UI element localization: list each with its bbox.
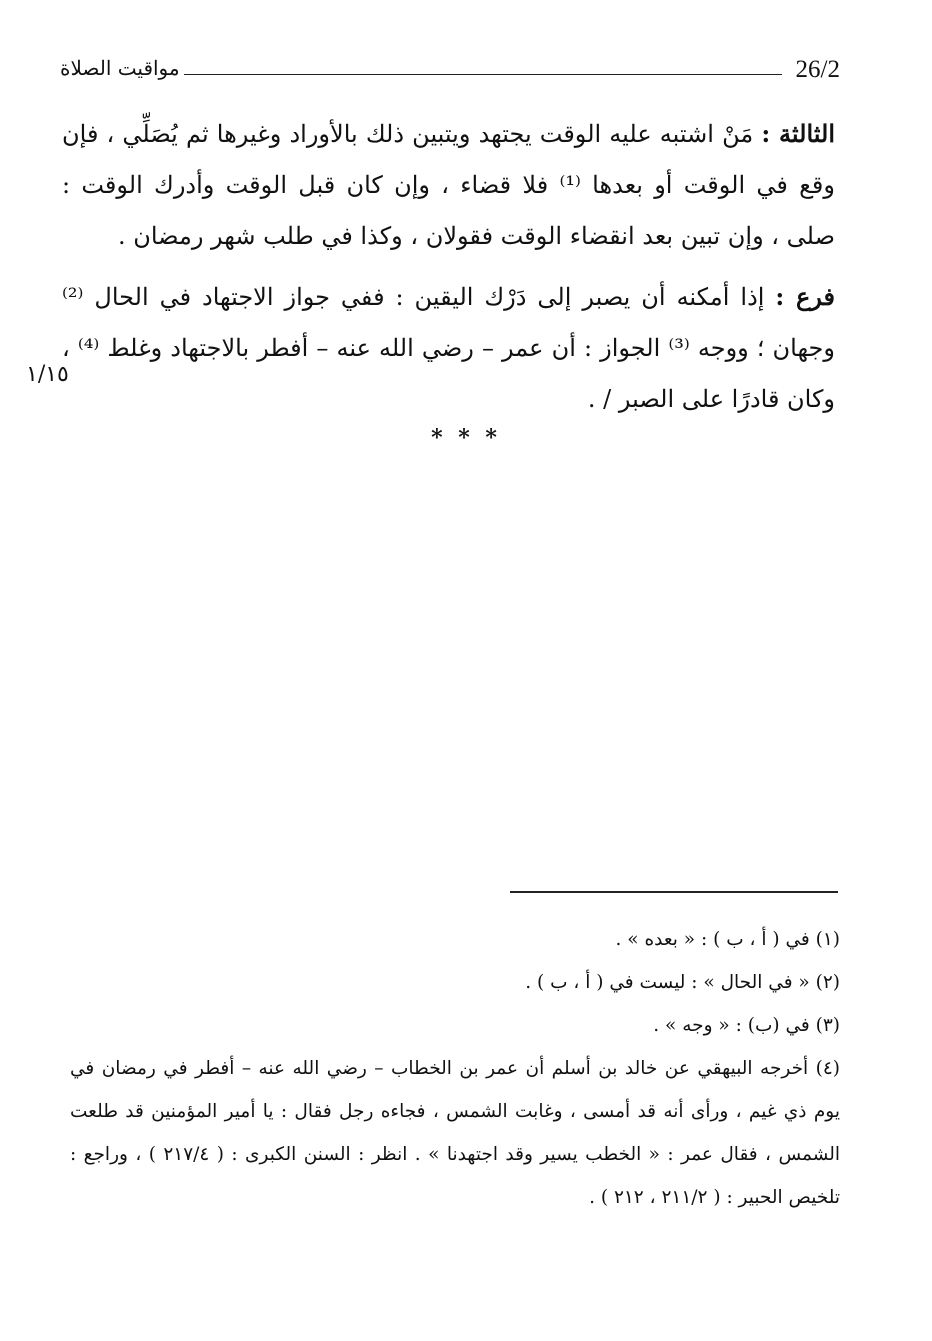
paragraph-third bbox=[62, 108, 835, 262]
paragraph-lead: الثالثة : bbox=[761, 119, 836, 148]
section-separator: * * * bbox=[431, 425, 501, 451]
main-text bbox=[62, 108, 835, 434]
footnote-4: (٤) أخرجه البيهقي عن خالد بن أسلم أن عمر بن الخطاب – رضي الله عنه – أفطر في رمضان في يوم ذي غيم ، ورأى أنه قد أمسى ، وغابت الشمس ، فجاءه رجل فقال : يا أمير المؤمنين قد طلعت الشمس ، فقال عمر : « الخطب يسير وقد اجتهدنا » . انظر : السنن الكبرى : ( ٢١٧/٤ ) ، وراجع : تلخيص الحبير : ( ٢١١/٢ ، ٢١٢ ) . bbox=[70, 1058, 840, 1208]
footnote-rule bbox=[510, 891, 838, 893]
paragraph-branch bbox=[62, 271, 835, 425]
footnote-1: (١) في ( أ ، ب ) : « بعده » . bbox=[615, 929, 840, 950]
page-header bbox=[60, 52, 840, 88]
paragraph-text: مَنْ اشتبه عليه الوقت يجتهد ويتبين ذلك بالأوراد وغيرها ثم يُصَلِّي ، فإن وقع في الوقت أو بعدها ⁽¹⁾ فلا قضاء ، وإن كان قبل الوقت وأدرك الوقت : صلى ، وإن تبين بعد انقضاء الوقت فقولان ، وكذا في طلب شهر رمضان . bbox=[62, 120, 835, 250]
page-number: 26/2 bbox=[795, 56, 840, 83]
running-title: مواقيت الصلاة bbox=[60, 56, 180, 80]
header-rule bbox=[184, 74, 782, 75]
footnotes bbox=[70, 918, 840, 1219]
manuscript-folio-ref: ١/١٥ bbox=[26, 362, 69, 387]
footnote-3: (٣) في (ب) : « وجه » . bbox=[653, 1015, 840, 1036]
paragraph-text: إذا أمكنه أن يصبر إلى دَرْك اليقين : ففي جواز الاجتهاد في الحال ⁽²⁾ وجهان ؛ ووجه ⁽³⁾ الجواز : أن عمر – رضي الله عنه – أفطر بالاجتهاد وغلط ⁽⁴⁾ ، وكان قادرًا على الصبر / . bbox=[62, 283, 835, 413]
paragraph-lead: فرع : bbox=[775, 282, 835, 311]
footnote-2: (٢) « في الحال » : ليست في ( أ ، ب ) . bbox=[525, 972, 840, 993]
